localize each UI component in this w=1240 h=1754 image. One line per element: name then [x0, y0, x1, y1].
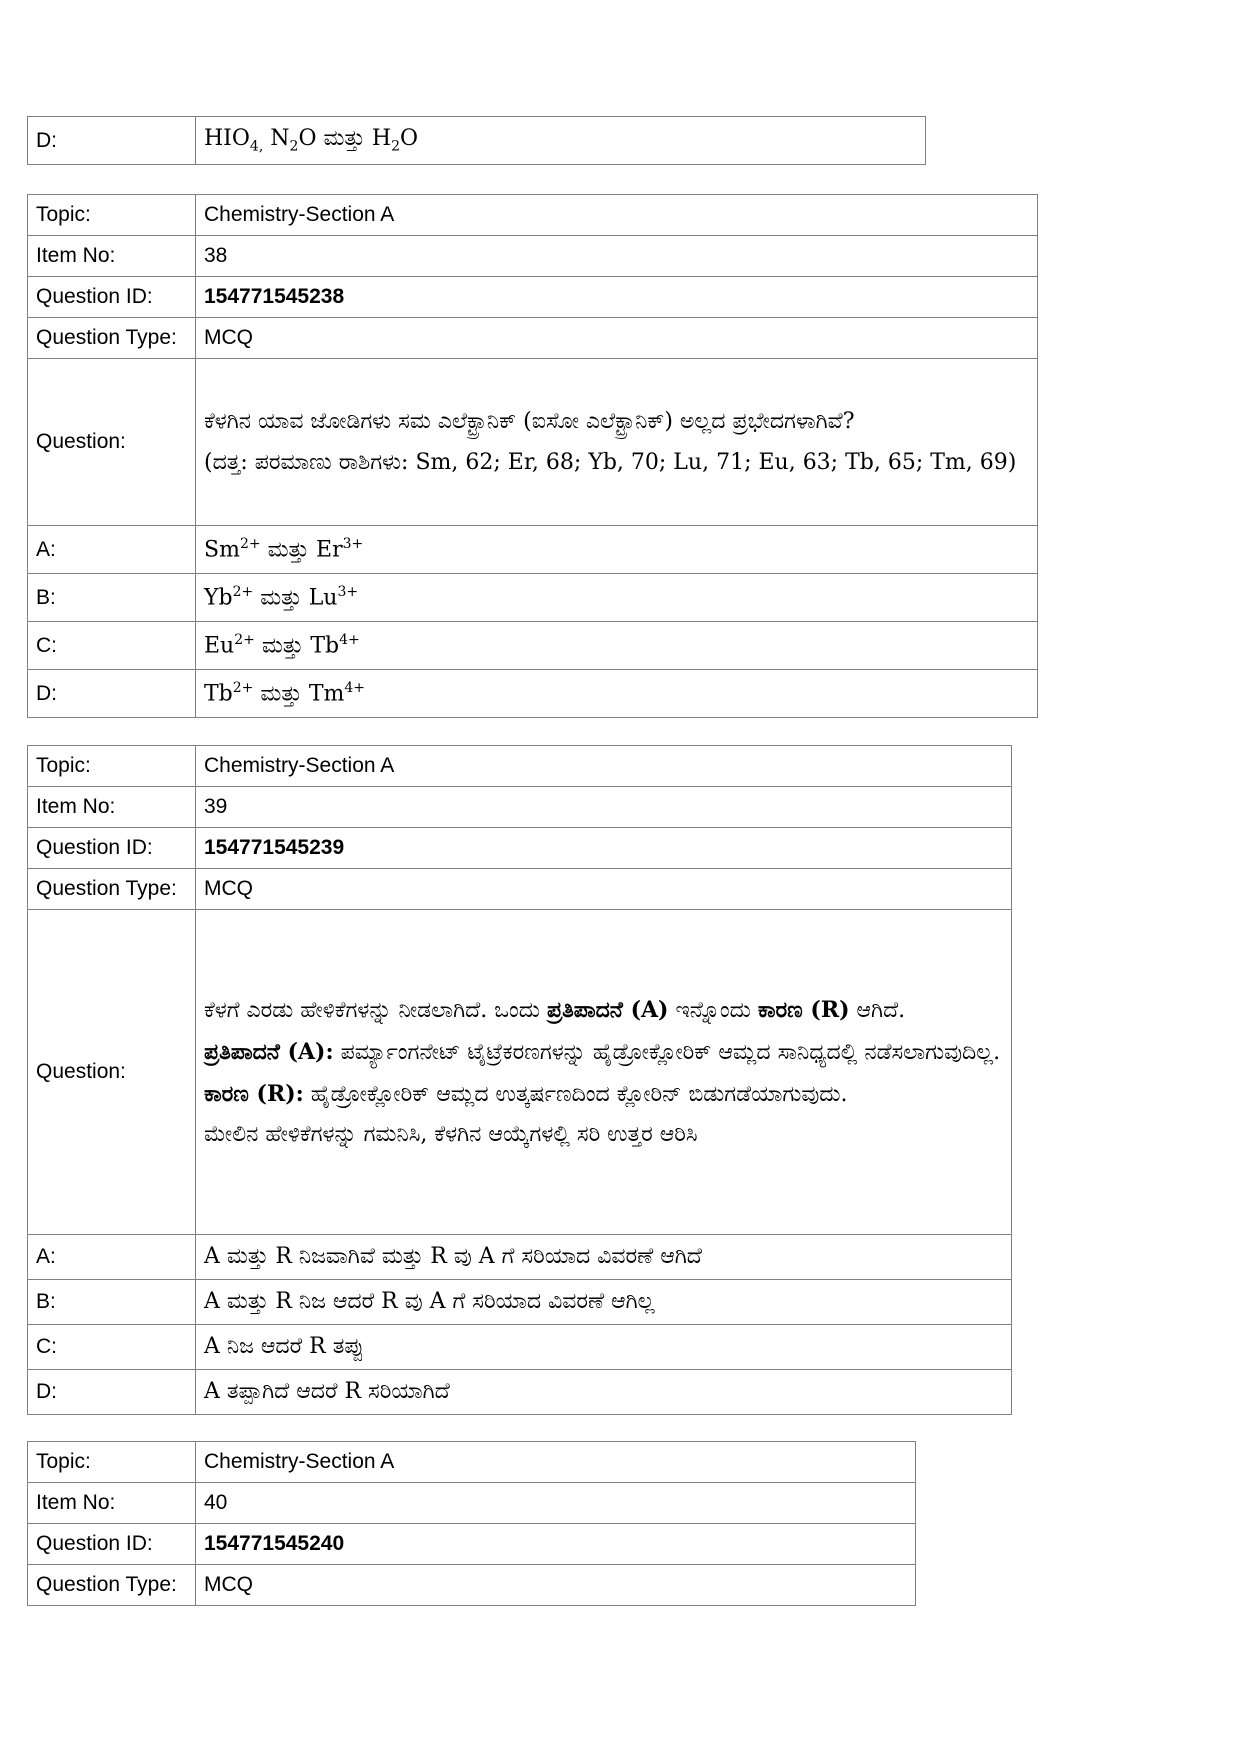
option-a-label: A:: [28, 526, 196, 574]
intro-paragraph: ಕೆಳಗೆ ಎರಡು ಹೇಳಿಕೆಗಳನ್ನು ನೀಡಲಾಗಿದೆ. ಒಂದು ಪ್ರತಿಪಾದನೆ (A) ಇನ್ನೊಂದು ಕಾರಣ (R) ಆಗಿದೆ.: [204, 997, 906, 1024]
item-no-value: 40: [196, 1483, 916, 1524]
option-a-text: A ಮತ್ತು R ನಿಜವಾಗಿವೆ ಮತ್ತು R ವು A ಗೆ ಸರಿಯಾದ ವಿವರಣೆ ಆಗಿದೆ: [196, 1235, 1012, 1280]
topic-value: Chemistry-Section A: [196, 195, 1038, 236]
question-id-value: 154771545238: [196, 277, 1038, 318]
item-no-label: Item No:: [28, 1483, 196, 1524]
option-a-label: A:: [28, 1235, 196, 1280]
option-d-text: A ತಪ್ಪಾಗಿದೆ ಆದರೆ R ಸರಿಯಾಗಿದೆ: [196, 1370, 1012, 1415]
reason-paragraph: ಕಾರಣ (R): ಹೈಡ್ರೋಕ್ಲೋರಿಕ್ ಆಮ್ಲದ ಉತ್ಕರ್ಷಣದಿಂದ ಕ್ಲೋರಿನ್ ಬಿಡುಗಡೆಯಾಗುವುದು.: [204, 1080, 848, 1107]
option-b-text: $Yb^{2+}$ ಮತ್ತು $Lu^{3+}$: [196, 574, 1038, 622]
option-d-label: D:: [28, 1370, 196, 1415]
option-a-text: $Sm^{2+}$ ಮತ್ತು $Er^{3+}$: [196, 526, 1038, 574]
question-type-label: Question Type:: [28, 318, 196, 359]
question-40-table: [27, 1441, 916, 1606]
question-label: Question:: [28, 910, 196, 1235]
option-b-label: B:: [28, 1280, 196, 1325]
question-type-value: MCQ: [196, 869, 1012, 910]
topic-value: Chemistry-Section A: [196, 1442, 916, 1483]
question-id-label: Question ID:: [28, 1524, 196, 1565]
item-no-value: 39: [196, 787, 1012, 828]
instruction-paragraph: ಮೇಲಿನ ಹೇಳಿಕೆಗಳನ್ನು ಗಮನಿಸಿ, ಕೆಳಗಿನ ಆಯ್ಕೆಗಳಲ್ಲಿ ಸರಿ ಉತ್ತರ ಆರಿಸಿ: [204, 1122, 698, 1148]
question-text: [196, 910, 1012, 1235]
option-c-label: C:: [28, 622, 196, 670]
question-line: ಕೆಳಗಿನ ಯಾವ ಜೋಡಿಗಳು ಸಮ ಎಲೆಕ್ಟ್ರಾನಿಕ್ (ಐಸೋ ಎಲೆಕ್ಟ್ರಾನಿಕ್) ಅಲ್ಲದ ಪ್ರಭೇದಗಳಾಗಿವೆ?: [204, 409, 855, 435]
topic-label: Topic:: [28, 1442, 196, 1483]
option-d-label: D:: [28, 117, 196, 165]
question-label: Question:: [28, 359, 196, 526]
option-d-text: $Tb^{2+}$ ಮತ್ತು $Tm^{4+}$: [196, 670, 1038, 718]
question-id-value: 154771545240: [196, 1524, 916, 1565]
option-d-label: D:: [28, 670, 196, 718]
topic-label: Topic:: [28, 746, 196, 787]
option-c-text: $Eu^{2+}$ ಮತ್ತು $Tb^{4+}$: [196, 622, 1038, 670]
option-d-text: $HIO_{4,}$ $N_2O$ ಮತ್ತು $H_2O$: [196, 117, 926, 165]
item-no-value: 38: [196, 236, 1038, 277]
question-type-label: Question Type:: [28, 869, 196, 910]
question-id-value: 154771545239: [196, 828, 1012, 869]
item-no-label: Item No:: [28, 787, 196, 828]
given-data-line: (ದತ್ತ: ಪರಮಾಣು ರಾಶಿಗಳು: Sm, 62; Er, 68; Yb, 70; Lu, 71; Eu, 63; Tb, 65; Tm, 69): [204, 450, 1017, 475]
question-38-table: [27, 194, 1038, 718]
option-b-label: B:: [28, 574, 196, 622]
question-id-label: Question ID:: [28, 828, 196, 869]
question-39-table: [27, 745, 1012, 1415]
option-c-label: C:: [28, 1325, 196, 1370]
item-no-label: Item No:: [28, 236, 196, 277]
question-type-value: MCQ: [196, 318, 1038, 359]
topic-value: Chemistry-Section A: [196, 746, 1012, 787]
prev-question-table: [27, 116, 926, 165]
question-id-label: Question ID:: [28, 277, 196, 318]
question-type-value: MCQ: [196, 1565, 916, 1606]
topic-label: Topic:: [28, 195, 196, 236]
question-type-label: Question Type:: [28, 1565, 196, 1606]
assertion-paragraph: ಪ್ರತಿಪಾದನೆ (A): ಪರ್ಮ್ಯಾಂಗನೇಟ್ ಟೈಟ್ರೆಕರಣಗಳನ್ನು ಹೈಡ್ರೋಕ್ಲೋರಿಕ್ ಆಮ್ಲದ ಸಾನಿಧ್ಯದಲ್ಲಿ ನಡೆಸಲಾಗುವುದಿಲ್ಲ.: [204, 1038, 1001, 1065]
option-b-text: A ಮತ್ತು R ನಿಜ ಆದರೆ R ವು A ಗೆ ಸರಿಯಾದ ವಿವರಣೆ ಆಗಿಲ್ಲ: [196, 1280, 1012, 1325]
question-text: [196, 359, 1038, 526]
option-c-text: A ನಿಜ ಆದರೆ R ತಪ್ಪು: [196, 1325, 1012, 1370]
